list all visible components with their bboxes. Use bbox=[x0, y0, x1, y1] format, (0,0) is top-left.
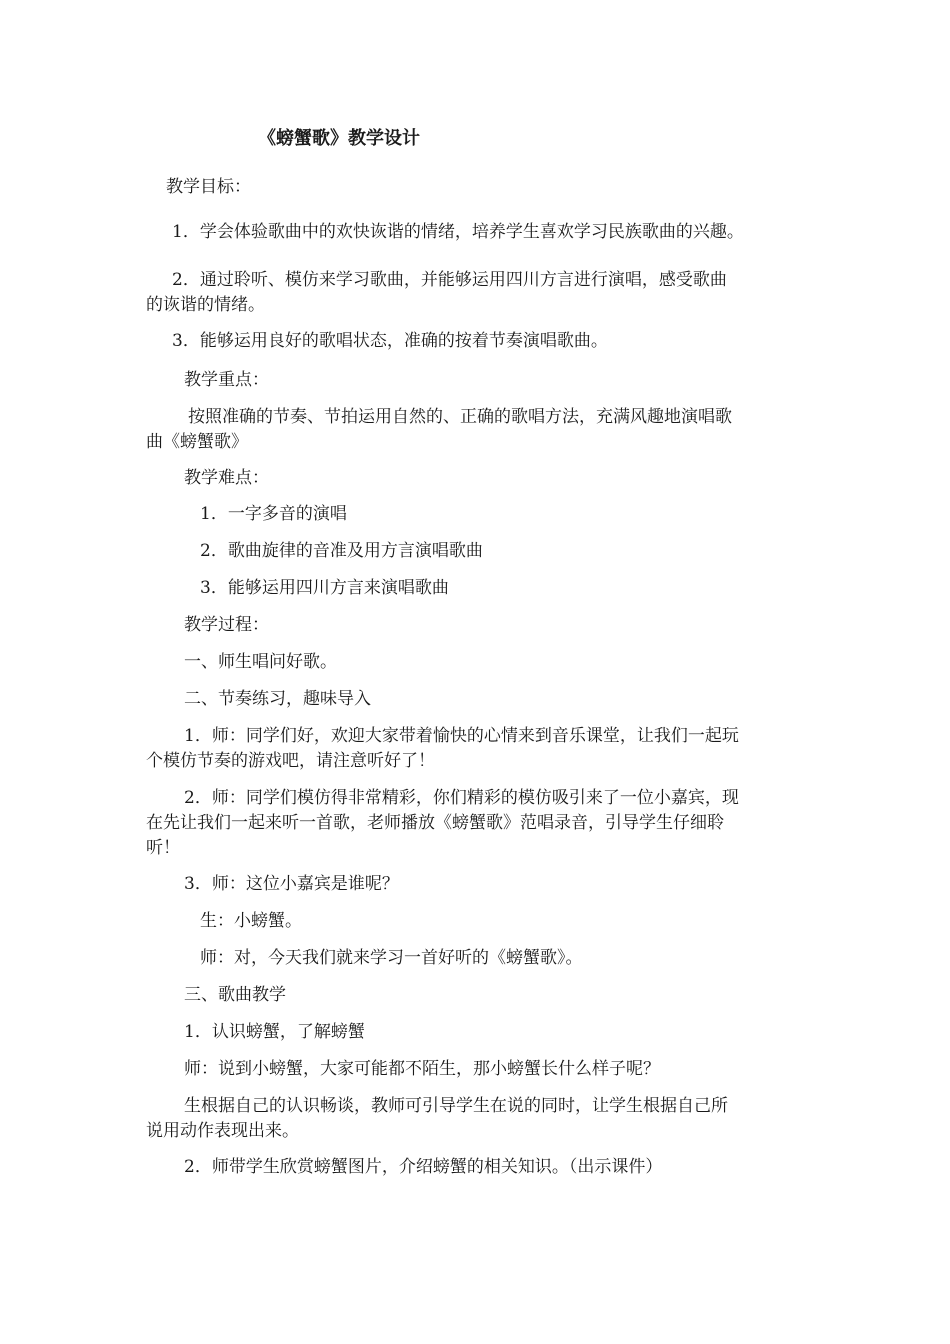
process-line: 在先让我们一起来听一首歌，老师播放《螃蟹歌》范唱录音，引导学生仔细聆 bbox=[146, 813, 724, 833]
process-line: 1．认识螃蟹，了解螃蟹 bbox=[184, 1022, 365, 1042]
process-line: 师：说到小螃蟹，大家可能都不陌生，那小螃蟹长什么样子呢？ bbox=[184, 1059, 660, 1079]
process-line: 生：小螃蟹。 bbox=[200, 911, 302, 931]
difficulty-3: 3．能够运用四川方言来演唱歌曲 bbox=[200, 578, 449, 598]
process-line: 个模仿节奏的游戏吧，请注意听好了！ bbox=[146, 751, 435, 771]
process-line: 说用动作表现出来。 bbox=[146, 1121, 299, 1141]
process-line: 二、节奏练习，趣味导入 bbox=[184, 689, 371, 709]
objective-2: 2．通过聆听、模仿来学习歌曲，并能够运用四川方言进行演唱，感受歌曲 bbox=[172, 270, 727, 290]
process-line: 1．师：同学们好，欢迎大家带着愉快的心情来到音乐课堂，让我们一起玩 bbox=[184, 726, 739, 746]
key-points-heading: 教学重点： bbox=[184, 370, 269, 390]
process-line: 一、师生唱问好歌。 bbox=[184, 652, 337, 672]
process-line: 3．师：这位小嘉宾是谁呢？ bbox=[184, 874, 399, 894]
process-line: 生根据自己的认识畅谈，教师可引导学生在说的同时，让学生根据自己所 bbox=[184, 1096, 728, 1116]
process-line: 三、歌曲教学 bbox=[184, 985, 286, 1005]
objective-3: 3．能够运用良好的歌唱状态，准确的按着节奏演唱歌曲。 bbox=[172, 331, 608, 351]
process-line: 2．师带学生欣赏螃蟹图片，介绍螃蟹的相关知识。（出示课件） bbox=[184, 1157, 663, 1177]
process-line: 听！ bbox=[146, 838, 180, 858]
difficulty-2: 2．歌曲旋律的音准及用方言演唱歌曲 bbox=[200, 541, 483, 561]
process-line: 2．师：同学们模仿得非常精彩，你们精彩的模仿吸引来了一位小嘉宾，现 bbox=[184, 788, 739, 808]
difficulty-1: 1．一字多音的演唱 bbox=[200, 504, 347, 524]
key-point-line-2: 曲《螃蟹歌》 bbox=[146, 432, 248, 452]
document-title: 《螃蟹歌》教学设计 bbox=[258, 128, 420, 149]
process-heading: 教学过程： bbox=[184, 615, 269, 635]
difficulties-heading: 教学难点： bbox=[184, 468, 269, 488]
objective-2-cont: 的诙谐的情绪。 bbox=[146, 295, 265, 315]
objectives-heading: 教学目标： bbox=[166, 177, 251, 197]
key-point-line-1: 按照准确的节奏、节拍运用自然的、正确的歌唱方法，充满风趣地演唱歌 bbox=[188, 407, 732, 427]
objective-1: 1．学会体验歌曲中的欢快诙谐的情绪，培养学生喜欢学习民族歌曲的兴趣。 bbox=[172, 222, 744, 242]
process-line: 师：对，今天我们就来学习一首好听的《螃蟹歌》。 bbox=[200, 948, 583, 968]
